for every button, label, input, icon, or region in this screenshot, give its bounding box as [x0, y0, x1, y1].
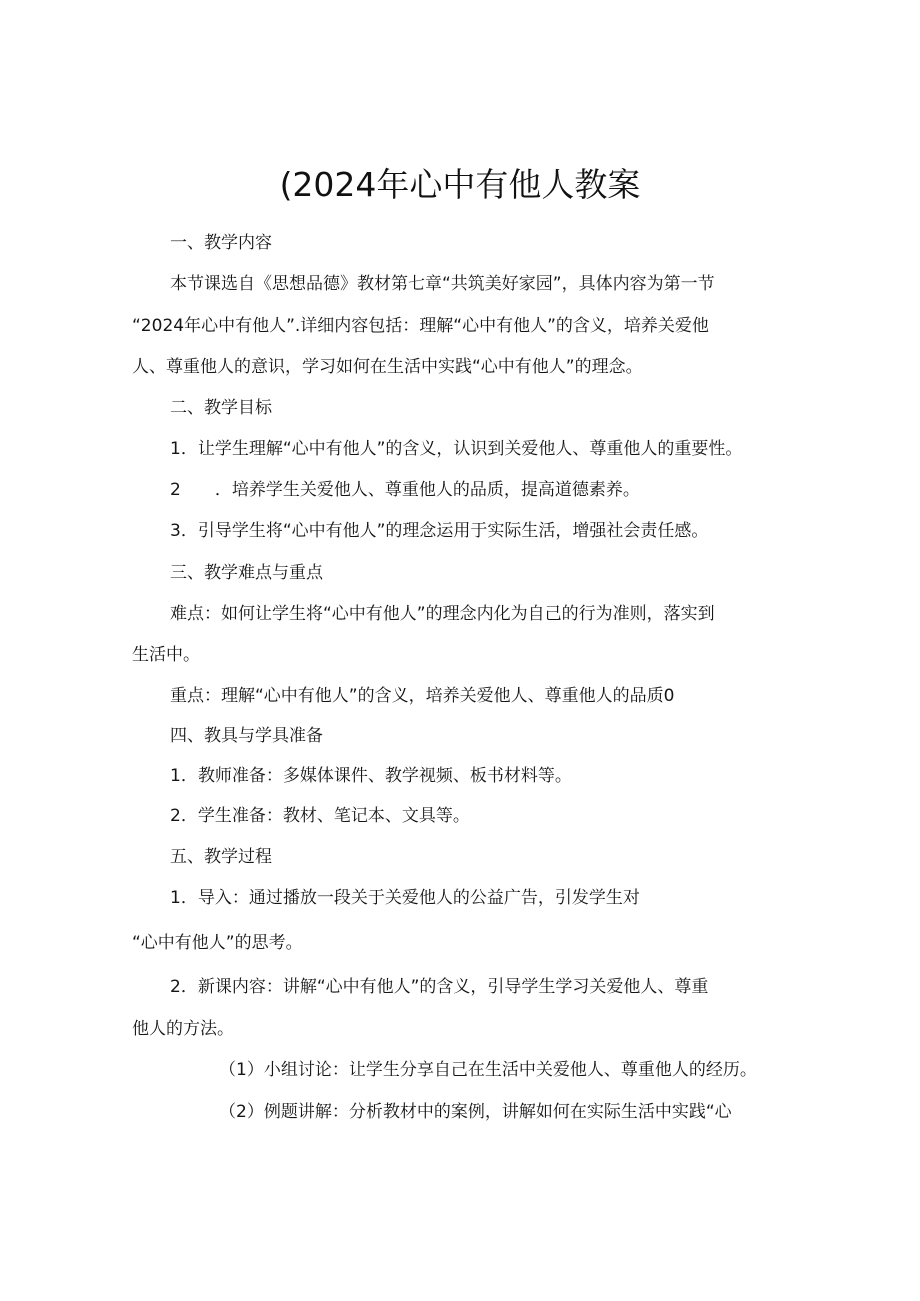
list-item: 1．教师准备：多媒体课件、教学视频、板书材料等。 [170, 766, 572, 786]
list-item: 3．引导学生将“心中有他人”的理念运用于实际生活，增强社会责任感。 [170, 521, 709, 541]
heading-teaching-goals: 二、教学目标 [170, 398, 272, 418]
list-item: 1．让学生理解“心中有他人”的含义，认识到关爱他人、尊重他人的重要性。 [170, 439, 743, 459]
heading-teaching-content: 一、教学内容 [170, 233, 272, 253]
heading-teaching-aids: 四、教具与学具准备 [170, 726, 323, 746]
paragraph-line: 重点：理解“心中有他人”的含义，培养关爱他人、尊重他人的品质0 [170, 686, 675, 706]
heading-teaching-process: 五、教学过程 [170, 847, 272, 867]
document-title: (2024年心中有他人教案 [279, 165, 641, 204]
list-item: 2．学生准备：教材、笔记本、文具等。 [170, 806, 470, 826]
heading-difficulties-focus: 三、教学难点与重点 [170, 563, 323, 583]
sub-list-item: （2）例题讲解：分析教材中的案例，讲解如何在实际生活中实践“心 [219, 1102, 732, 1122]
paragraph-line: 本节课选自《思想品德》教材第七章“共筑美好家园”，具体内容为第一节 [170, 274, 715, 294]
list-item: 2 ．培养学生关爱他人、尊重他人的品质，提高道德素养。 [170, 480, 640, 500]
paragraph-line: 人、尊重他人的意识，学习如何在生活中实践“心中有他人”的理念。 [132, 357, 643, 377]
paragraph-line: 他人的方法。 [132, 1019, 234, 1039]
paragraph-line: 难点：如何让学生将“心中有他人”的理念内化为自己的行为准则，落实到 [170, 604, 715, 624]
paragraph-line: “2024年心中有他人”.详细内容包括：理解“心中有他人”的含义，培养关爱他 [132, 316, 709, 336]
list-item: 1．导入：通过播放一段关于关爱他人的公益广告，引发学生对 [170, 888, 640, 908]
paragraph-line: “心中有他人”的思考。 [132, 933, 303, 953]
paragraph-line: 生活中。 [132, 645, 200, 665]
sub-list-item: （1）小组讨论：让学生分享自己在生活中关爱他人、尊重他人的经历。 [219, 1060, 757, 1080]
list-item: 2．新课内容：讲解“心中有他人”的含义，引导学生学习关爱他人、尊重 [170, 977, 709, 997]
